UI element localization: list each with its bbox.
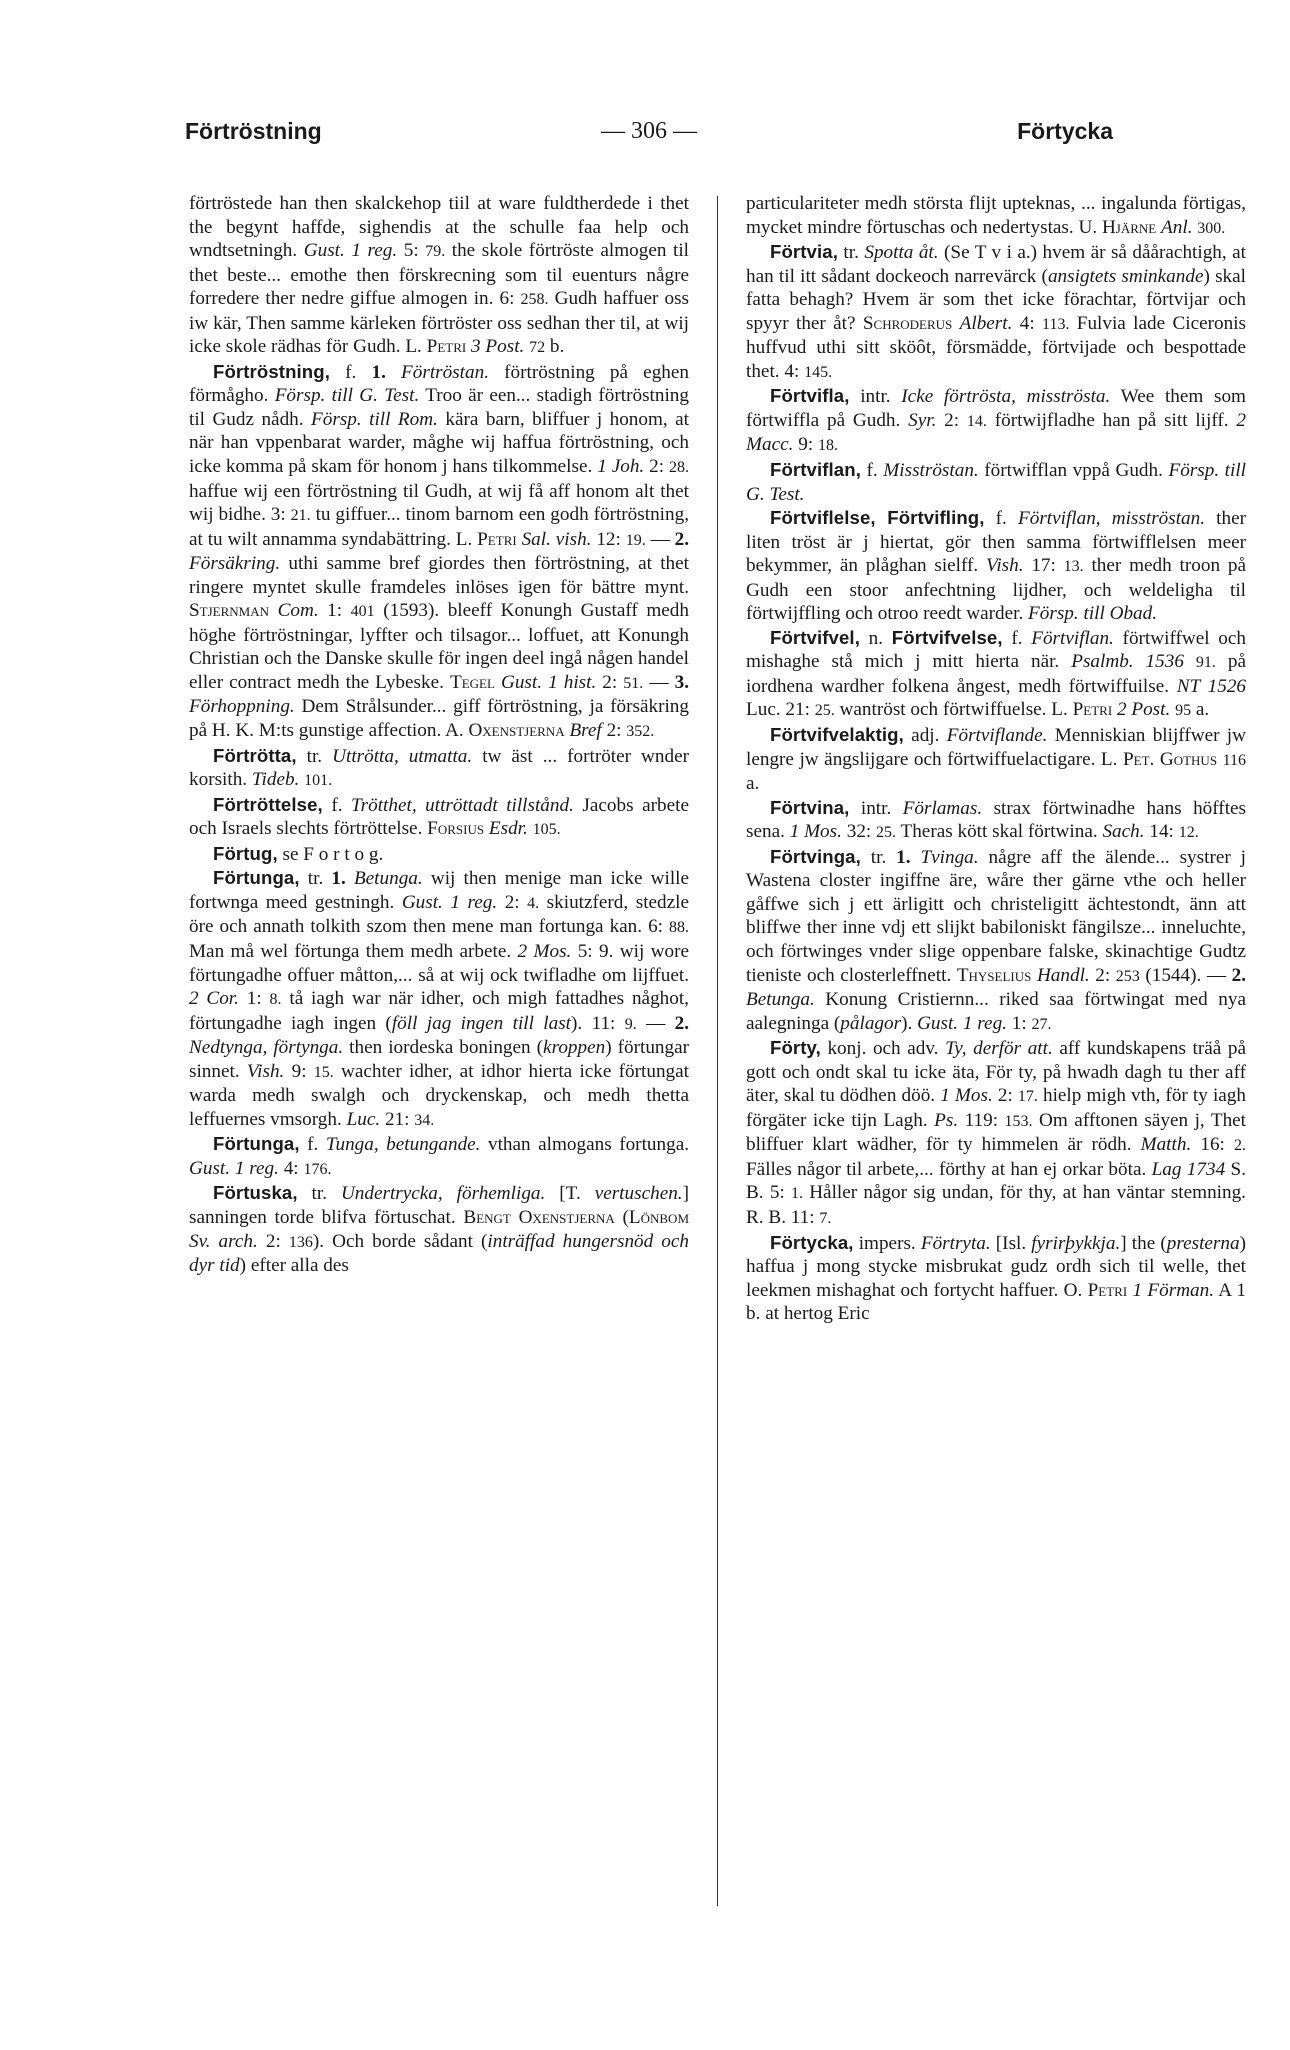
- entry-text: Petri: [1072, 699, 1113, 721]
- entry-text: 401: [350, 603, 375, 621]
- entry-text: 19.: [625, 531, 646, 549]
- headword: Förtviflelse, Förtvifling,: [770, 507, 985, 529]
- entry-text: 2.: [1233, 1137, 1246, 1155]
- entry-text: förtröstede han then skalckehop tiil at ware fuldtherdede i thet the begynt haffde, sighendis at the schulle faa help och wndtsetningh.: [189, 193, 689, 262]
- entry-text: f.: [322, 794, 352, 816]
- entry-text: 1 Joh.: [597, 456, 645, 478]
- headword: Förtröstning,: [213, 360, 330, 382]
- entry-text: NT 1526: [1176, 675, 1246, 697]
- dictionary-entry: [189, 842, 689, 867]
- entry-text: 27.: [1031, 1015, 1052, 1033]
- entry-text: f.: [329, 361, 372, 383]
- entry-text: adj.: [903, 725, 947, 747]
- entry-text: 1.: [896, 846, 911, 868]
- headword: Förtycka,: [770, 1231, 854, 1253]
- entry-text: 79.: [425, 243, 446, 261]
- entry-text: (1544). —: [1139, 964, 1232, 986]
- entry-text: föll jag ingen till last: [391, 1012, 572, 1034]
- entry-text: 8.: [269, 991, 282, 1009]
- headword: Förtvina,: [770, 796, 850, 818]
- entry-text: Wee them som förtwiffla på Gudh.: [746, 386, 1246, 431]
- entry-text: 5:: [397, 240, 426, 262]
- entry-text: Bengt Oxenstjerna: [463, 1206, 615, 1228]
- entry-text: 176.: [303, 1160, 332, 1178]
- dictionary-entry: [189, 1181, 689, 1277]
- entry-text: Oxenstjerna: [468, 720, 565, 742]
- entry-text: Gust. 1 reg.: [189, 1157, 279, 1179]
- right-column: [746, 192, 1246, 1912]
- entry-text: particulariteter medh största flijt upteknas, ... ingalunda förtigas, mycket mindre förtuschas och nedertystas. U.: [746, 193, 1246, 238]
- entry-text: wantröst och förtwiffuelse. L.: [834, 699, 1073, 721]
- entry-text: 28.: [668, 459, 689, 477]
- entry-text: 1:: [238, 988, 270, 1010]
- entry-text: förtwifflan vppå Gudh.: [978, 460, 1169, 482]
- dictionary-entry: [746, 1036, 1246, 1230]
- entry-text: 1:: [318, 600, 351, 622]
- entry-text: tw äst ... fortröter wnder korsith.: [189, 745, 689, 791]
- entry-text: Betunga.: [353, 868, 423, 890]
- entry-text: 4:: [278, 1157, 304, 1179]
- entry-text: Anl.: [1161, 216, 1193, 238]
- entry-text: 136: [288, 1233, 313, 1251]
- running-header: [185, 118, 1113, 158]
- entry-text: 17.: [1017, 1088, 1038, 1106]
- entry-text: Misströstan.: [883, 460, 979, 482]
- entry-text: 3.: [674, 671, 689, 693]
- entry-text: 2:: [992, 1085, 1018, 1107]
- entry-text: Gust. 1 reg.: [303, 240, 398, 262]
- entry-text: 12.: [1178, 824, 1199, 842]
- dictionary-entry: [746, 384, 1246, 458]
- entry-text: ). 11:: [571, 1012, 625, 1034]
- entry-text: Trötthet, uttröttadt tillstånd.: [351, 794, 574, 816]
- entry-text: Försp. till G. Test.: [746, 460, 1246, 505]
- entry-text: [346, 868, 354, 889]
- entry-text: förtwiffwel och mishaghe stå mich j mitt hierta när.: [746, 627, 1246, 673]
- entry-text: Gudh haffuer oss iw kär, Then samme kärleken förtröster oss sedhan ther til, at wij icke skole rädhas för Gudh. L.: [189, 288, 689, 358]
- entry-text: tr.: [296, 745, 333, 767]
- entry-text: 105.: [532, 821, 561, 839]
- entry-text: [911, 847, 921, 868]
- dictionary-entry: [746, 723, 1246, 796]
- headword: Förtvinga,: [770, 845, 861, 867]
- entry-text: 1 Mos.: [940, 1085, 993, 1107]
- entry-text: 2:: [497, 891, 528, 913]
- entry-text: tr.: [299, 868, 332, 890]
- entry-text: Tvinga.: [920, 846, 979, 868]
- entry-text: 91.: [1195, 654, 1216, 672]
- entry-text: Thyselius: [956, 964, 1032, 986]
- entry-text: Jacobs arbete och Israels slechts förtröttelse.: [189, 794, 689, 840]
- entry-text: någre aff the älende... systrer j Wastena closter ingiffne äre, wåre ther gärne vthe och heller gåffwe sich j ett ärligitt och christeligitt ächtestondt, änn att bliffwe ther inne vdj ett slijkt babiloniskt fängilsze... inneluchte, och förtwinges vnder slige oppenbare falske, skinachtige Gudtz tieniste och closterleffnett.: [746, 846, 1246, 986]
- entry-text: 119:: [958, 1109, 1005, 1131]
- entry-text: 17:: [1023, 555, 1064, 577]
- entry-text: [1184, 651, 1196, 672]
- entry-text: ).: [901, 1012, 918, 1034]
- entry-text: 13.: [1063, 558, 1084, 576]
- entry-text: 21:: [380, 1108, 415, 1130]
- entry-text: impers.: [853, 1232, 921, 1254]
- entry-text: 25.: [814, 702, 835, 720]
- entry-text: Fulvia lade Ciceronis huffvud uthi sitt sköôt, försmädde, förtvijade och bespottade thet. 4:: [746, 312, 1246, 382]
- entry-text: Petri: [477, 528, 517, 550]
- entry-text: then iordeska boningen (: [343, 1037, 544, 1059]
- entry-text: aff kundskapens träå på gott och ondt skal tu icke äta, För ty, på hwadh dagh tu ther aff äter, skal tu dödhen döö.: [746, 1038, 1246, 1107]
- entry-text: se F o r t o g.: [277, 843, 384, 865]
- entry-text: kroppen: [543, 1037, 606, 1059]
- entry-text: ). Och borde sådant (: [312, 1230, 488, 1252]
- column-divider: [717, 196, 718, 1906]
- entry-text: 1.: [371, 361, 386, 383]
- left-column: [189, 192, 689, 1912]
- entry-text: Försp. till Obad.: [1028, 603, 1158, 625]
- entry-text: [T.: [545, 1183, 595, 1205]
- entry-text: strax förtwinadhe hans höfftes sena.: [746, 797, 1246, 843]
- entry-text: 9:: [284, 1060, 314, 1082]
- entry-text: 2 Cor.: [189, 988, 239, 1010]
- entry-text: ) skal fatta behagh? Hvem är som thet icke förachtar, förtvijar och spyyr ther åt?: [746, 265, 1246, 334]
- entry-text: b.: [545, 336, 565, 358]
- entry-text: tr.: [860, 846, 897, 868]
- entry-text: 300.: [1197, 219, 1226, 237]
- entry-text: Gust. 1 hist.: [500, 671, 597, 693]
- entry-text: 116: [1222, 751, 1246, 769]
- entry-text: 14:: [1144, 821, 1179, 843]
- entry-text: 15.: [313, 1063, 334, 1081]
- entry-text: Spotta åt.: [864, 242, 939, 264]
- entry-text: Ps.: [934, 1109, 959, 1131]
- entry-text: 14.: [966, 412, 987, 430]
- entry-text: Syr.: [908, 409, 937, 431]
- entry-text: Nedtynga, förtynga.: [189, 1037, 344, 1059]
- entry-text: [Isl.: [990, 1232, 1032, 1254]
- dictionary-entry: [746, 626, 1246, 723]
- entry-text: 72: [529, 339, 546, 357]
- entry-text: Troo är een... stadigh förtröstning til Gudz nådh.: [189, 385, 689, 430]
- entry-text: Schroderus: [862, 312, 953, 334]
- entry-text: Förtryta.: [920, 1232, 991, 1254]
- entry-text: 2:: [644, 456, 669, 478]
- entry-text: 352.: [626, 723, 655, 741]
- entry-text: 2:: [257, 1230, 289, 1252]
- entry-text: Esdr.: [488, 818, 528, 840]
- headword: Förtunga,: [213, 867, 300, 889]
- entry-text: 34.: [414, 1111, 435, 1129]
- entry-text: ansigtets sminkande: [1047, 265, 1204, 287]
- entry-text: ) förtungar sinnet.: [189, 1037, 689, 1082]
- entry-text: tr.: [297, 1183, 341, 1205]
- entry-text: 1 Förman.: [1132, 1279, 1215, 1301]
- entry-continuation: [189, 192, 689, 360]
- entry-continuation: [746, 192, 1246, 240]
- entry-text: S. B. 5:: [746, 1158, 1246, 1204]
- entry-text: Uttrötta, utmatta.: [332, 745, 473, 767]
- entry-text: [952, 313, 959, 334]
- entry-text: Om afftonen säyen j, Thet bliffuer klart wädher, för ty himmelen är rödh.: [746, 1109, 1246, 1156]
- entry-text: ] sanningen torde blifva förtuschat.: [189, 1183, 689, 1228]
- entry-text: (Se T v i a.) hvem är så dåårachtigh, at han til itt sådant dockeoch narrevärck (: [746, 242, 1246, 287]
- entry-text: Förlamas.: [902, 797, 983, 819]
- entry-text: 25.: [876, 824, 897, 842]
- entry-text: 1.: [790, 1185, 803, 1203]
- entry-text: f.: [299, 1134, 326, 1156]
- entry-text: Hjärne: [1101, 216, 1157, 238]
- entry-text: pålagor: [840, 1012, 902, 1034]
- entry-text: inträffad hungersnöd och dyr tid: [189, 1230, 689, 1277]
- entry-text: 253: [1115, 967, 1140, 985]
- dictionary-entry: [189, 1132, 689, 1181]
- entry-text: Förtviflan, misströstan.: [1018, 508, 1206, 530]
- entry-text: 2.: [1231, 964, 1246, 986]
- entry-text: Sal. vish.: [521, 528, 592, 550]
- entry-text: Lag 1734: [1151, 1158, 1226, 1180]
- entry-text: kära barn, bliffuer j honom, at när han vppenbarat warder, måghe wij haffua förtröstning, och icke komma på skam för honom j hans tilkommelse.: [189, 408, 689, 478]
- entry-text: 95: [1175, 702, 1192, 720]
- entry-text: Försäkring.: [189, 553, 281, 575]
- entry-text: Theras kött skal förtwina.: [896, 821, 1103, 843]
- entry-text: presterna: [1166, 1232, 1240, 1254]
- entry-text: ] the (: [1120, 1232, 1167, 1254]
- entry-text: f.: [1002, 627, 1032, 649]
- entry-text: Försp. till G. Test.: [274, 385, 420, 407]
- dictionary-entry: [189, 866, 689, 1132]
- headword: Förtröttelse,: [213, 793, 323, 815]
- entry-text: Albert.: [959, 312, 1013, 334]
- entry-text: ther liten tröst är j hiertat, gör then samma förtwifflelsen meer bekymmer, än plåghan sielff.: [746, 508, 1246, 577]
- entry-text: 1:: [1006, 1012, 1032, 1034]
- entry-text: Forsius: [427, 818, 485, 840]
- entry-text: Sach.: [1102, 821, 1145, 843]
- dictionary-entry: [746, 240, 1246, 384]
- entry-text: 7.: [819, 1209, 832, 1227]
- entry-text: fyrirþykkja.: [1031, 1232, 1121, 1254]
- entry-text: [386, 362, 401, 383]
- dictionary-entry: [746, 458, 1246, 506]
- headword: Förtvifla,: [770, 385, 850, 407]
- dictionary-entry: [746, 796, 1246, 845]
- entry-text: Dem Strålsunder... giff förtröstning, ja försäkring på H. K. M:ts gunstige affection. A.: [189, 696, 689, 742]
- entry-text: a.: [1191, 699, 1210, 721]
- entry-text: 2:: [1089, 964, 1116, 986]
- entry-text: vertuschen.: [594, 1183, 683, 1205]
- entry-text: Petri: [1087, 1279, 1128, 1301]
- entry-text: Pet. Gothus: [1122, 748, 1218, 770]
- entry-text: Förtröstan.: [401, 361, 489, 383]
- entry-text: A 1 b. at hertog Eric: [746, 1279, 1246, 1325]
- entry-text: Förhoppning.: [189, 696, 295, 718]
- entry-text: Sv. arch.: [189, 1230, 258, 1252]
- dictionary-entry: [189, 793, 689, 842]
- entry-text: 153.: [1004, 1112, 1033, 1130]
- entry-text: 113.: [1042, 315, 1070, 333]
- dictionary-entry: [746, 506, 1246, 626]
- entry-text: Konung Cristiernn... riked saa förtwingat med nya aalegninga (: [746, 989, 1246, 1034]
- entry-text: tr.: [837, 242, 865, 264]
- entry-text: förtröstning på eghen förmågho.: [189, 361, 689, 407]
- entry-text: ther medh troon på Gudh een stoor anfechtning lijdher, och weldeligha til förtwijffling och otroo reedt warder.: [746, 555, 1246, 625]
- entry-text: (1593). bleeff Konungh Gustaff medh höghe förtröstningar, lyffter och tilsagor... loffuet, att Konungh Christian och the Danske skulle för ingen deel ingå någen handel eller contract medh the Lybeske.: [189, 600, 689, 693]
- entry-text: f.: [984, 508, 1018, 530]
- entry-text: 2:: [596, 671, 624, 693]
- entry-text: Vish.: [986, 555, 1024, 577]
- entry-text: 2.: [674, 528, 689, 550]
- entry-text: Vish.: [246, 1060, 285, 1082]
- entry-text: ) haffua j mong stycke misbrukat gudz ordh sich til welle, thet leekmen mishaghat och fortycht haffuer. O.: [746, 1232, 1246, 1301]
- entry-text: 1.: [331, 868, 346, 890]
- entry-text: —: [645, 528, 675, 550]
- entry-text: Förtviflande.: [946, 725, 1048, 747]
- entry-text: Lönbom: [628, 1206, 689, 1228]
- entry-text: 258.: [520, 291, 549, 309]
- entry-text: 9.: [624, 1015, 637, 1033]
- entry-text: Tegel: [449, 671, 495, 693]
- entry-text: tå iagh war när idher, och migh fattadhes någhot, förtungadhe iagh ingen (: [189, 988, 689, 1034]
- entry-text: Matth.: [1140, 1134, 1192, 1156]
- entry-text: ) efter alla des: [239, 1255, 349, 1277]
- entry-text: [269, 600, 278, 621]
- entry-text: —: [643, 671, 675, 693]
- entry-text: 2 Post.: [1116, 699, 1171, 721]
- entry-text: Betunga.: [746, 989, 815, 1011]
- entry-text: wachter idher, at idhor hierta icke förtungat warda medh swalgh och dryckenskap, och medh thetta leffuernes vmsorgh.: [189, 1060, 689, 1130]
- headword: Förtvifvel,: [770, 626, 860, 648]
- entry-text: Undertrycka, förhemliga.: [340, 1183, 546, 1205]
- entry-text: Icke förtrösta, misströsta.: [901, 386, 1111, 408]
- headword: Förtuska,: [213, 1182, 298, 1204]
- entry-text: 145.: [804, 363, 833, 381]
- headword: Förtug,: [213, 842, 278, 864]
- entry-text: (: [614, 1206, 629, 1228]
- entry-text: hielp migh vth, för ty iagh förgäter icke tijn Lagh.: [746, 1085, 1246, 1131]
- headword: Förtvifvelaktig,: [770, 724, 904, 746]
- entry-text: 3 Post.: [471, 336, 525, 358]
- headword: Förtviflan,: [770, 459, 861, 481]
- entry-text: Menniskian blijffwer jw lengre jw ängslijgare och förtwiffuelactigare. L.: [746, 725, 1246, 770]
- entry-text: 18.: [817, 437, 838, 455]
- header-left-headword: Förtröstning: [185, 118, 322, 144]
- entry-text: wij then menige man icke wille fortwnga meed gestningh.: [189, 868, 689, 913]
- headword: Förtvia,: [770, 241, 838, 263]
- entry-text: intr.: [849, 386, 902, 408]
- entry-text: förtwijfladhe han på sitt lijff.: [986, 409, 1237, 431]
- entry-text: 51.: [623, 674, 644, 692]
- entry-text: 101.: [304, 772, 333, 790]
- headword: Förtunga,: [213, 1133, 300, 1155]
- header-right-headword: Förtycka: [1017, 118, 1113, 144]
- dictionary-entry: [189, 360, 689, 744]
- entry-text: Tunga, betungande.: [325, 1134, 481, 1156]
- entry-text: Försp. till Rom.: [311, 408, 438, 430]
- headword: Förtvifvelse,: [891, 626, 1003, 648]
- entry-text: 21.: [290, 507, 311, 525]
- entry-text: Tideb.: [251, 769, 300, 791]
- entry-text: n.: [859, 627, 892, 649]
- entry-text: Fälles någor til arbete,... förthy at han ej orkar böta.: [746, 1158, 1152, 1180]
- entry-text: intr.: [849, 797, 903, 819]
- entry-text: 2 Macc.: [746, 409, 1246, 456]
- entry-text: Handl.: [1036, 964, 1090, 986]
- entry-text: —: [636, 1012, 675, 1034]
- entry-text: Petri: [426, 336, 467, 358]
- dictionary-entry: [189, 744, 689, 793]
- entry-text: på iordhena wardher folkena ångest, medh förtwiffuilse.: [746, 651, 1246, 697]
- entry-text: a.: [746, 773, 760, 795]
- entry-text: 2:: [936, 409, 967, 431]
- entry-text: Man må wel förtunga them medh arbete.: [189, 940, 518, 962]
- entry-text: Luc. 21:: [746, 699, 815, 721]
- entry-text: 16:: [1191, 1134, 1234, 1156]
- entry-text: 12:: [591, 528, 626, 550]
- entry-text: Stjernman: [189, 600, 270, 622]
- entry-text: f.: [860, 460, 884, 482]
- entry-text: 2.: [674, 1012, 689, 1034]
- entry-text: 2 Mos.: [517, 940, 572, 962]
- page-number: — 306 —: [601, 118, 697, 144]
- entry-text: 5: 9. wij wore förtungadhe offuer måtton,... så at wij ock twifladhe om lijffuet.: [189, 940, 689, 986]
- entry-text: Förtviflan.: [1031, 627, 1114, 649]
- entry-text: Ty, derför att.: [945, 1038, 1053, 1060]
- entry-text: Håller någor sig undan, för thy, at han väntar stemning. R. B. 11:: [746, 1182, 1246, 1228]
- entry-text: Bref: [569, 720, 602, 742]
- headword: Förtrötta,: [213, 744, 297, 766]
- entry-text: 1 Mos.: [789, 821, 842, 843]
- dictionary-entry: [746, 1231, 1246, 1326]
- entry-text: Psalmb. 1536: [1071, 651, 1184, 673]
- entry-text: skiutzferd, stedzle öre och annath tolkith szom then mene man fortunga kan. 6:: [189, 891, 689, 938]
- entry-text: Gust. 1 reg.: [917, 1012, 1007, 1034]
- entry-text: konj. och adv.: [820, 1038, 946, 1060]
- entry-text: uthi samme bref giordes then förtröstning, at thet ringere myntet skulle framdeles inlöses igen för bättre mynt.: [189, 553, 689, 598]
- entry-text: 88.: [669, 919, 689, 937]
- entry-text: vthan almogans fortunga.: [480, 1134, 689, 1156]
- entry-text: the skole förtröste almogen til thet beste... emothe then förskrecning som til euenturs någre forredere ther nedre giffue almogen in. 6:: [189, 240, 689, 310]
- entry-text: 4:: [1012, 312, 1043, 334]
- entry-text: 32:: [841, 821, 877, 843]
- entry-text: 2:: [601, 720, 627, 742]
- entry-text: Com.: [277, 600, 319, 622]
- entry-text: 4.: [527, 894, 540, 912]
- headword: Förty,: [770, 1037, 821, 1059]
- entry-text: haffue wij een förtröstning til Gudh, at wij få aff honom alt thet wij bidhe. 3:: [189, 480, 689, 526]
- dictionary-entry: [746, 845, 1246, 1036]
- entry-text: 9:: [793, 434, 818, 456]
- entry-text: tu giffuer... tinom barnom een godh förtröstning, at tu wilt annamma syndabättring. L.: [189, 504, 689, 550]
- entry-text: Gust. 1 reg.: [401, 891, 498, 913]
- entry-text: Luc.: [346, 1108, 381, 1130]
